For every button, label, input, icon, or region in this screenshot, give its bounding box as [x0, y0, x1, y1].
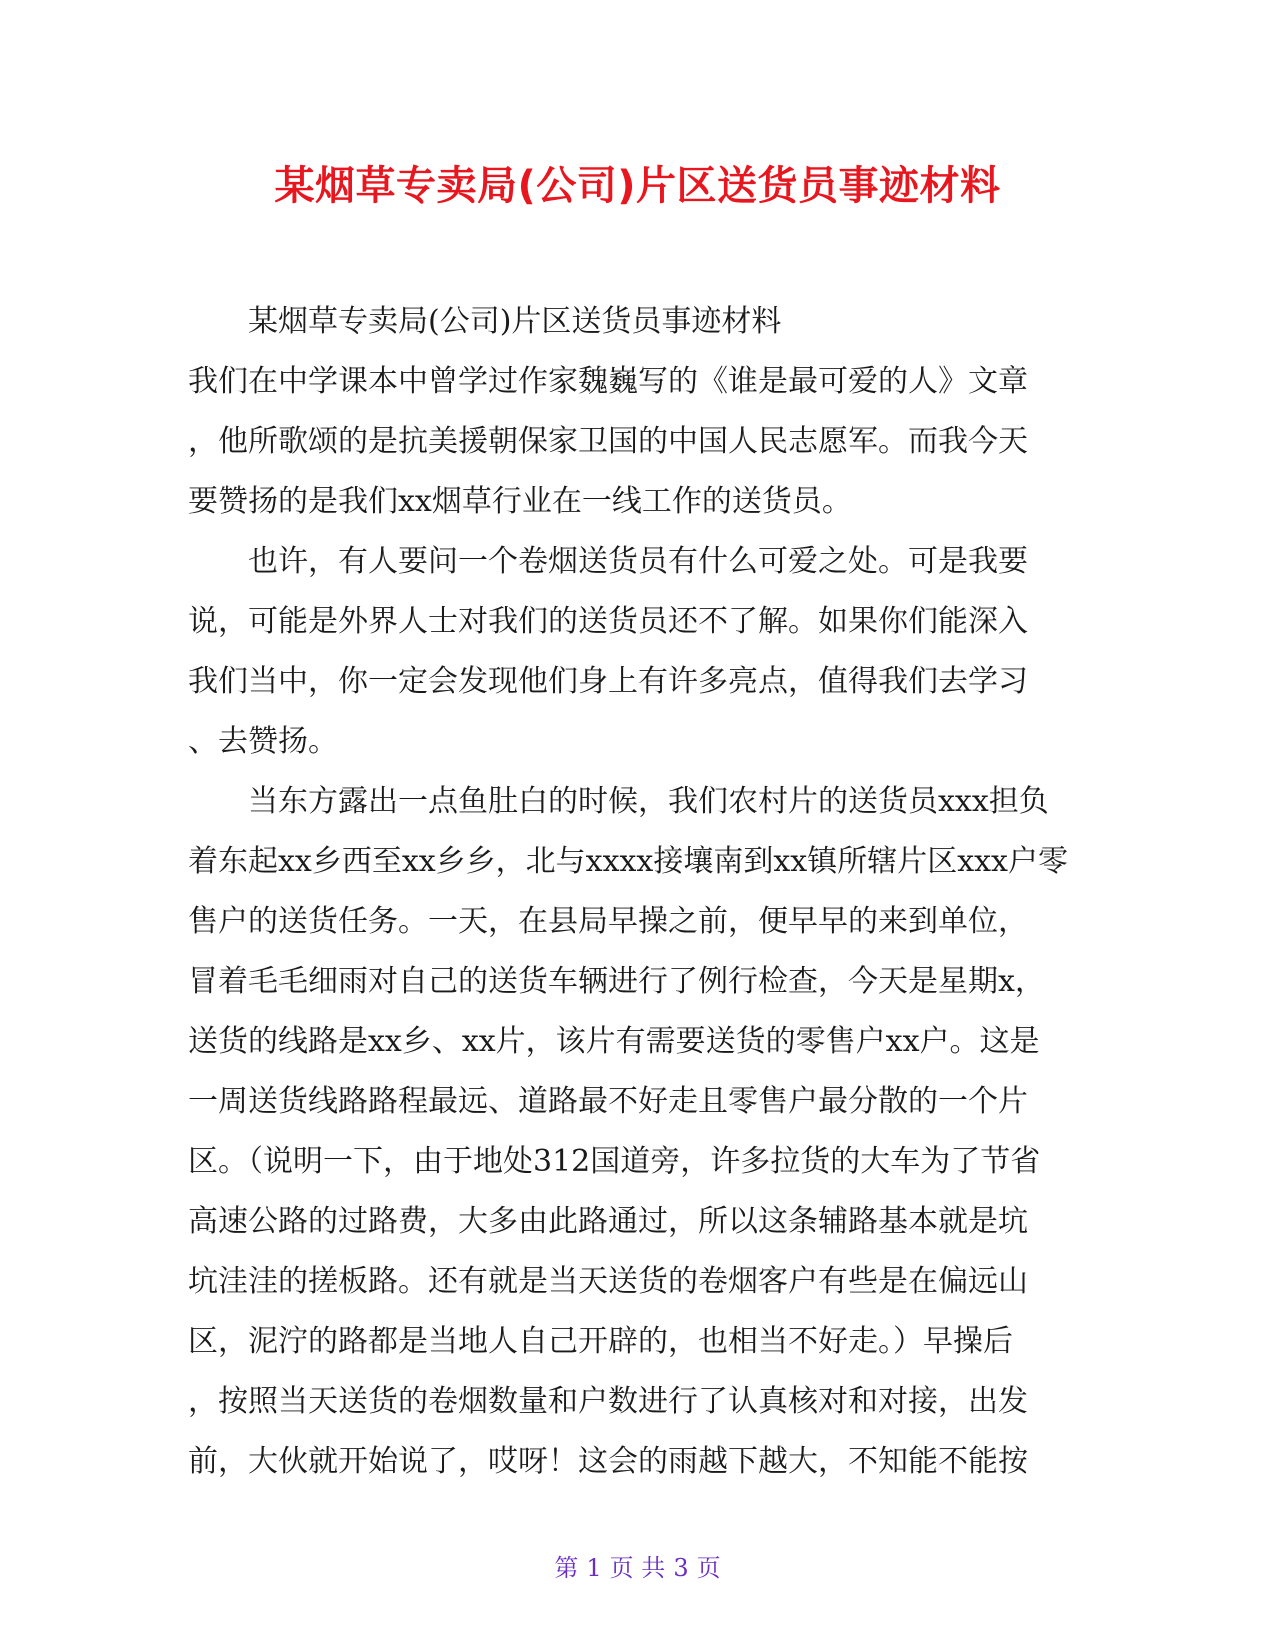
body-line: 售户的送货任务。一天，在县局早操之前，便早早的来到单位， [188, 904, 1028, 939]
body-line: 也许，有人要问一个卷烟送货员有什么可爱之处。可是我要 [248, 544, 1028, 579]
body-line: 我们在中学课本中曾学过作家魏巍写的《谁是最可爱的人》文章 [188, 364, 1028, 399]
footer-middle: 页 共 [609, 1554, 666, 1582]
body-line: 、去赞扬。 [188, 724, 338, 759]
body-line: 区。（说明一下，由于地处312国道旁，许多拉货的大车为了节省 [188, 1144, 1041, 1179]
document-body [188, 292, 1088, 1492]
footer-current-page: 1 [586, 1554, 602, 1582]
body-line: 我们当中，你一定会发现他们身上有许多亮点，值得我们去学习 [188, 664, 1028, 699]
body-line: 送货的线路是xx乡、xx片，该片有需要送货的零售户xx户。这是 [188, 1024, 1040, 1059]
footer-prefix: 第 [554, 1554, 579, 1582]
page-footer [0, 1548, 1275, 1583]
body-line: 当东方露出一点鱼肚白的时候，我们农村片的送货员xxx担负 [248, 784, 1049, 819]
body-line: 某烟草专卖局(公司)片区送货员事迹材料 [248, 304, 782, 339]
body-line: ，他所歌颂的是抗美援朝保家卫国的中国人民志愿军。而我今天 [188, 424, 1028, 459]
footer-suffix: 页 [696, 1554, 721, 1582]
body-line: 要赞扬的是我们xx烟草行业在一线工作的送货员。 [188, 484, 852, 519]
body-line: 坑洼洼的搓板路。还有就是当天送货的卷烟客户有些是在偏远山 [188, 1264, 1028, 1299]
body-line: 说，可能是外界人士对我们的送货员还不了解。如果你们能深入 [188, 604, 1028, 639]
footer-total-pages: 3 [673, 1554, 689, 1582]
body-line: 高速公路的过路费，大多由此路通过，所以这条辅路基本就是坑 [188, 1204, 1028, 1239]
body-line: ，按照当天送货的卷烟数量和户数进行了认真核对和对接，出发 [188, 1384, 1028, 1419]
body-line: 冒着毛毛细雨对自己的送货车辆进行了例行检查，今天是星期x， [188, 964, 1045, 999]
document-title: 某烟草专卖局(公司)片区送货员事迹材料 [274, 163, 1001, 209]
body-line: 一周送货线路路程最远、道路最不好走且零售户最分散的一个片 [188, 1084, 1028, 1119]
body-line: 区，泥泞的路都是当地人自己开辟的，也相当不好走。）早操后 [188, 1324, 1013, 1359]
body-line: 着东起xx乡西至xx乡乡，北与xxxx接壤南到xx镇所辖片区xxx户零 [188, 844, 1068, 879]
body-line: 前，大伙就开始说了，哎呀！这会的雨越下越大，不知能不能按 [188, 1444, 1028, 1479]
